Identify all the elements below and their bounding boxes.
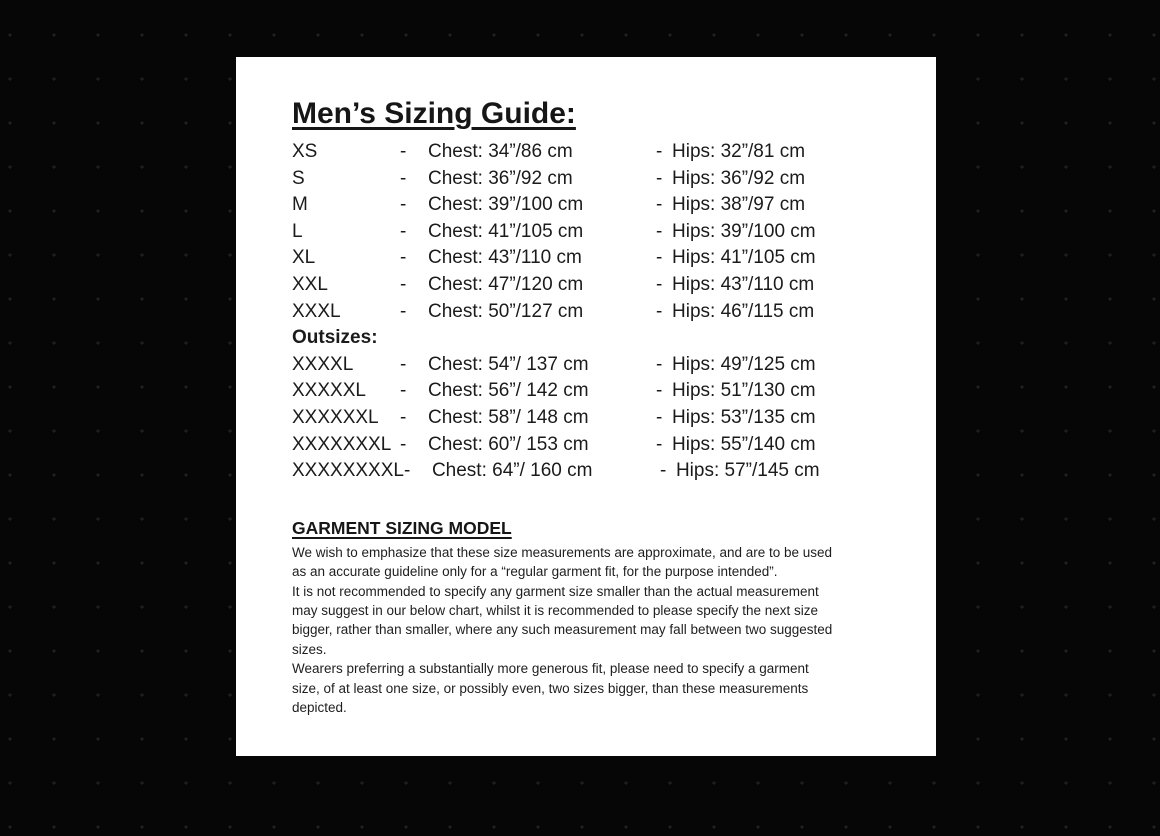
- garment-model-text-line: sizes.: [292, 641, 327, 657]
- chest-measurement: Chest: 39”/100 cm: [428, 194, 584, 216]
- size-row-xxxxxxxxl: [292, 458, 896, 485]
- dash-separator: -: [656, 433, 663, 455]
- chest-measurement: Chest: 36”/92 cm: [428, 167, 573, 189]
- dash-separator: -: [656, 194, 663, 216]
- dash-separator: -: [400, 247, 407, 269]
- hips-measurement: Hips: 51”/130 cm: [672, 380, 816, 402]
- size-row-xxxxxxl: [292, 405, 896, 432]
- size-row-l: [292, 219, 896, 246]
- chest-measurement: Chest: 50”/127 cm: [428, 300, 584, 322]
- document-content: [236, 57, 936, 717]
- garment-model-text-line: bigger, rather than smaller, where any such measurement may fall between two suggested: [292, 622, 833, 638]
- dash-separator: -: [400, 406, 407, 428]
- size-row-xxxxl: [292, 352, 896, 379]
- chest-measurement: Chest: 47”/120 cm: [428, 273, 584, 295]
- size-label: XL: [292, 247, 316, 269]
- size-row-m: [292, 192, 896, 219]
- garment-model-text-line: Wearers preferring a substantially more generous fit, please need to specify a garment: [292, 661, 809, 677]
- dash-separator: -: [656, 380, 663, 402]
- dash-separator: -: [400, 300, 407, 322]
- size-row-xxl: [292, 272, 896, 299]
- chest-measurement: Chest: 60”/ 153 cm: [428, 433, 589, 455]
- size-label: XXXXXXXXL: [292, 460, 404, 482]
- hips-measurement: Hips: 43”/110 cm: [672, 273, 815, 295]
- dash-separator: -: [656, 300, 663, 322]
- dash-separator: -: [656, 220, 663, 242]
- hips-measurement: Hips: 39”/100 cm: [672, 220, 816, 242]
- garment-model-text-line: It is not recommended to specify any garment size smaller than the actual measurement: [292, 583, 819, 599]
- size-label: XXXXXL: [292, 380, 366, 402]
- size-label: L: [292, 220, 303, 242]
- dash-separator: -: [656, 247, 663, 269]
- dash-separator: -: [400, 353, 407, 375]
- garment-model-text-line: We wish to emphasize that these size measurements are approximate, and are to be used: [292, 544, 833, 560]
- chest-measurement: Chest: 56”/ 142 cm: [428, 380, 589, 402]
- document-page: [236, 57, 936, 756]
- dash-separator: -: [656, 353, 663, 375]
- size-label: XS: [292, 141, 318, 162]
- garment-model-text-line: depicted.: [292, 699, 347, 715]
- garment-model-text-line: may suggest in our below chart, whilst it is recommended to please specify the next size: [292, 602, 818, 618]
- size-row-xl: [292, 245, 896, 272]
- chest-measurement: Chest: 64”/ 160 cm: [431, 460, 593, 482]
- dash-separator: -: [400, 194, 407, 216]
- chest-measurement: Chest: 43”/110 cm: [428, 247, 582, 269]
- garment-sizing-model-heading: GARMENT SIZING MODEL: [292, 517, 512, 538]
- hips-measurement: Hips: 46”/115 cm: [672, 300, 815, 322]
- hips-measurement: Hips: 41”/105 cm: [672, 247, 816, 269]
- dash-separator: -: [403, 460, 411, 482]
- dash-separator: -: [656, 167, 663, 189]
- hips-measurement: Hips: 36”/92 cm: [672, 167, 806, 189]
- page-title: Men’s Sizing Guide:: [292, 97, 576, 130]
- dash-separator: -: [400, 167, 407, 189]
- dash-separator: -: [400, 220, 407, 242]
- size-label: S: [292, 167, 305, 189]
- garment-model-text-line: size, of at least one size, or possibly even, two sizes bigger, than these measurements: [292, 680, 809, 696]
- size-label: XXL: [292, 273, 328, 295]
- size-label: XXXXL: [292, 353, 354, 375]
- size-label: XXXXXXXL: [292, 433, 392, 455]
- hips-measurement: Hips: 53”/135 cm: [672, 406, 816, 428]
- size-label: M: [292, 194, 308, 216]
- size-row-xxxxxl: [292, 378, 896, 405]
- hips-measurement: Hips: 32”/81 cm: [672, 141, 806, 162]
- dash-separator: -: [656, 141, 663, 162]
- garment-model-paragraphs: [292, 543, 896, 718]
- size-row-xxxxxxxl: [292, 432, 896, 459]
- dash-separator: -: [400, 273, 407, 295]
- size-row-xxxl: [292, 299, 896, 326]
- outsizes-heading: Outsizes:: [292, 327, 378, 349]
- dash-separator: -: [659, 460, 667, 482]
- chest-measurement: Chest: 54”/ 137 cm: [428, 353, 589, 375]
- chest-measurement: Chest: 58”/ 148 cm: [428, 406, 589, 428]
- dash-separator: -: [656, 406, 663, 428]
- garment-model-text-line: as an accurate guideline only for a “regular garment fit, for the purpose intended”.: [292, 564, 778, 580]
- dash-separator: -: [400, 141, 407, 162]
- size-row-xs: [292, 139, 896, 166]
- size-label: XXXXXXL: [292, 406, 379, 428]
- chest-measurement: Chest: 41”/105 cm: [428, 220, 584, 242]
- chest-measurement: Chest: 34”/86 cm: [428, 141, 573, 162]
- dash-separator: -: [400, 433, 407, 455]
- size-label: XXXL: [292, 300, 341, 322]
- size-row-s: [292, 166, 896, 193]
- dash-separator: -: [400, 380, 407, 402]
- hips-measurement: Hips: 57”/145 cm: [675, 460, 820, 482]
- hips-measurement: Hips: 55”/140 cm: [672, 433, 816, 455]
- hips-measurement: Hips: 49”/125 cm: [672, 353, 816, 375]
- dash-separator: -: [656, 273, 663, 295]
- hips-measurement: Hips: 38”/97 cm: [672, 194, 806, 216]
